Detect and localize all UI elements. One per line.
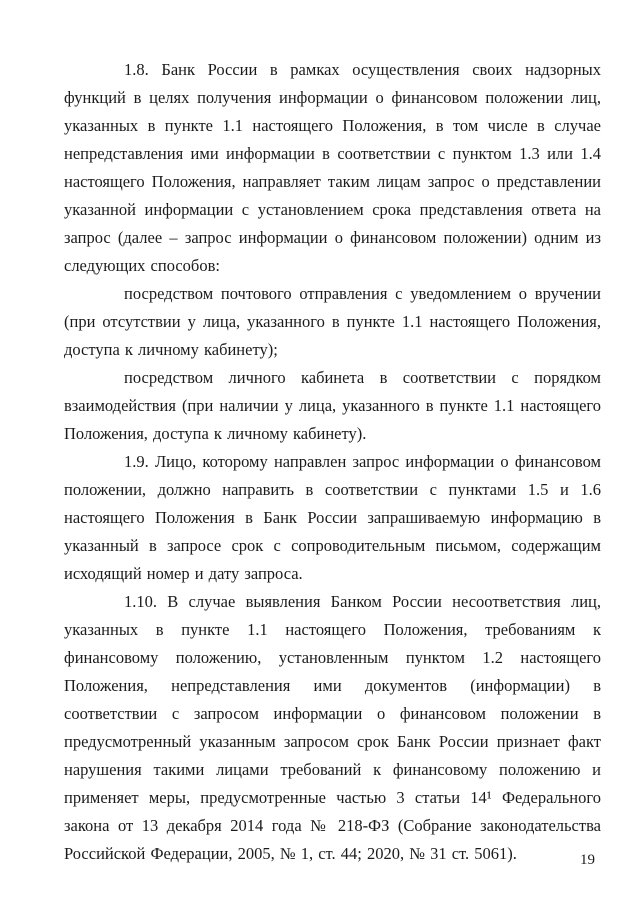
paragraph-1-10: 1.10. В случае выявления Банком России несоответствия лиц, указанных в пункте 1.1 настоящего Положения, требованиям к финансовому положению, установленным пунктом 1.2 настоящего Положения, непредставления ими документов (информации) в соответствии с запросом информации о финансовом положении в предусмотренный указанным запросом срок Банк России признает факт нарушения такими лицами требований к финансовому положению и применяет меры, предусмотренные частью 3 статьи 14¹ Федерального закона от 13 декабря 2014 года № 218-ФЗ (Собрание законодательства Российской Федерации, 2005, № 1, ст. 44; 2020, № 31 ст. 5061).	[64, 592, 601, 863]
paragraph-method-postal: посредством почтового отправления с уведомлением о вручении (при отсутствии у лица, указанного в пункте 1.1 настоящего Положения, доступа к личному кабинету);	[64, 284, 601, 359]
text-block	[64, 56, 601, 868]
page-number: 19	[580, 852, 595, 868]
paragraph-1-9: 1.9. Лицо, которому направлен запрос информации о финансовом положении, должно направить в соответствии с пунктами 1.5 и 1.6 настоящего Положения в Банк России запрашиваемую информацию в указанный в запросе срок с сопроводительным письмом, содержащим исходящий номер и дату запроса.	[64, 452, 601, 583]
paragraph-method-personal-account: посредством личного кабинета в соответствии с порядком взаимодействия (при наличии у лица, указанного в пункте 1.1 настоящего Положения, доступа к личному кабинету).	[64, 368, 601, 443]
paragraph-1-8: 1.8. Банк России в рамках осуществления своих надзорных функций в целях получения информации о финансовом положении лиц, указанных в пункте 1.1 настоящего Положения, в том числе в случае непредставления ими информации в соответствии с пунктом 1.3 или 1.4 настоящего Положения, направляет таким лицам запрос о представлении указанной информации с установлением срока представления ответа на запрос (далее – запрос информации о финансовом положении) одним из следующих способов:	[64, 60, 601, 275]
